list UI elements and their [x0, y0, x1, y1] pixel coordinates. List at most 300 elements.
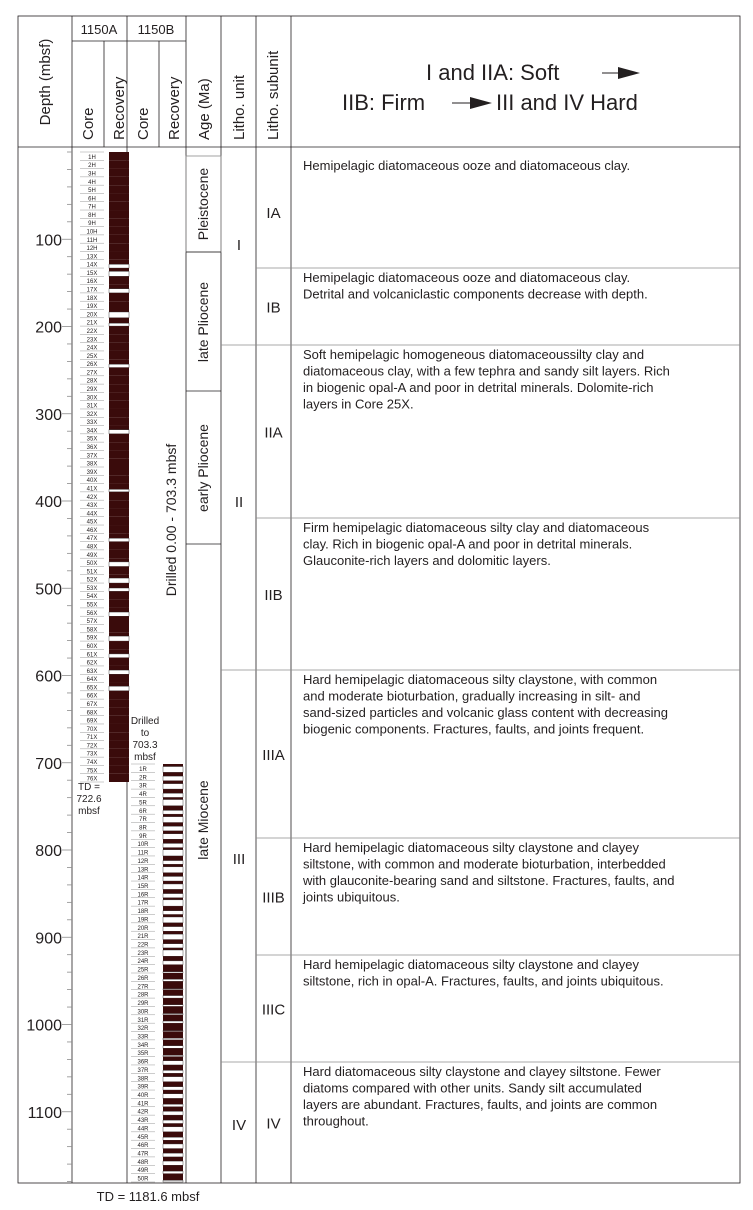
hole-b-core-label: 3R — [139, 783, 147, 790]
hole-b-recovery-gap — [163, 1180, 183, 1182]
hole-a-core-label: 39X — [86, 469, 98, 476]
hole-a-core-label: 71X — [86, 735, 98, 742]
hole-a-recovery-bar — [109, 608, 129, 612]
hardness-legend — [342, 60, 640, 115]
hole-b-drilled-vertical: Drilled 0.00 - 703.3 mbsf — [163, 443, 179, 597]
subunit-iib-description-line: clay. Rich in biogenic opal-A and poor in detrital minerals. — [303, 536, 633, 552]
hole-a-core-label: 65X — [86, 685, 98, 692]
hole-b-core-label: 23R — [137, 950, 149, 957]
hole-a-recovery-bar — [109, 575, 129, 578]
hole-b-drilled-line-4: mbsf — [134, 752, 156, 763]
hole-b-recovery-bar — [163, 831, 183, 834]
hole-b-recovery-gap — [163, 950, 183, 956]
hole-b-core-label: 43R — [137, 1118, 149, 1125]
subunit-ia-description-line: Hemipelagic diatomaceous ooze and diatomaceous clay. — [303, 158, 631, 173]
depth-tick-label: 300 — [35, 406, 62, 424]
hole-b-recovery-gap — [163, 1161, 183, 1165]
hole-1150a-recovery-column — [109, 152, 129, 782]
hole-a-recovery-bar — [109, 318, 129, 323]
depth-axis-title: Depth (mbsf) — [37, 38, 54, 126]
hole-b-recovery-bar — [163, 764, 183, 767]
hole-b-core-label: 13R — [137, 867, 149, 874]
hole-a-recovery-bar — [109, 368, 129, 376]
hole-b-recovery-gap — [163, 1094, 183, 1099]
hole-a-core-label: 3H — [88, 171, 96, 178]
hole-b-core-label: 39R — [137, 1084, 149, 1091]
hole-a-recovery-bar — [109, 691, 129, 699]
age-early-pliocene: early Pliocene — [195, 424, 211, 512]
hole-a-core-label: 2H — [88, 163, 96, 170]
hole-b-recovery-bar — [163, 906, 183, 911]
total-depth-footer: TD = 1181.6 mbsf — [96, 1189, 200, 1204]
hole-b-core-label: 22R — [137, 942, 149, 949]
hole-a-core-label: 46X — [86, 527, 98, 534]
hole-b-core-label: 35R — [137, 1051, 149, 1058]
hole-a-recovery-bar — [109, 426, 129, 430]
hole-a-core-label: 63X — [86, 668, 98, 675]
hole-a-recovery-bar — [109, 550, 129, 558]
hole-a-recovery-bar — [109, 392, 129, 400]
hole-a-core-label: 21X — [86, 320, 98, 327]
hole-b-core-label: 4R — [139, 792, 147, 799]
hole-b-core-label: 34R — [137, 1042, 149, 1049]
hole-b-recovery-bar — [163, 1015, 183, 1021]
litho-subunit-header: Litho. subunit — [265, 50, 282, 140]
hole-b-core-label: 21R — [137, 934, 149, 941]
hole-a-core-label: 13X — [86, 254, 98, 261]
hole-a-core-label: 72X — [86, 743, 98, 750]
hole-a-recovery-bar — [109, 442, 129, 450]
subunit-iib: IIB — [264, 587, 283, 604]
hole-a-recovery-bar — [109, 310, 129, 312]
hole-b-core-label: 10R — [137, 842, 149, 849]
hole-b-recovery-bar — [163, 1082, 183, 1087]
hole-b-recovery-bar — [163, 1149, 183, 1154]
hole-a-recovery-bar — [109, 741, 129, 749]
hole-b-recovery-bar — [163, 1123, 183, 1126]
hole-a-core-label: 15X — [86, 270, 98, 277]
hole-b-recovery-bar — [163, 973, 183, 979]
hole-a-recovery-gap — [109, 323, 129, 326]
hole-b-recovery-gap — [163, 1038, 183, 1040]
hole-a-recovery-bar — [109, 301, 129, 309]
hole-a-recovery-bar — [109, 558, 129, 562]
hole-a-recovery-bar — [109, 649, 129, 654]
hole-b-recovery-gap — [163, 972, 183, 973]
subunit-iia-description-line: in biogenic opal-A and poor in detrital minerals. Dolomite-rich — [303, 380, 654, 395]
hole-a-recovery-gap — [109, 588, 129, 591]
hole-b-recovery-bar — [163, 1132, 183, 1137]
hole-b-core-label: 8R — [139, 825, 147, 832]
depth-scale — [26, 152, 72, 1182]
subunit-iia-description-line: Soft hemipelagic homogeneous diatomaceoussilty clay and — [303, 347, 645, 362]
hole-a-recovery-bar — [109, 450, 129, 458]
hole-a-core-label: 45X — [86, 519, 98, 526]
hole-a-core-label: 52X — [86, 577, 98, 584]
hole-a-recovery-bar — [109, 235, 129, 243]
hole-a-recovery-bar — [109, 724, 129, 732]
hole-a-recovery-gap — [109, 686, 129, 691]
hole-a-recovery-gap — [109, 289, 129, 293]
hardness-line-2b: III and IV Hard — [496, 90, 638, 115]
hole-a-core-label: 28X — [86, 378, 98, 385]
hole-a-core-label: 17X — [86, 287, 98, 294]
hole-a-recovery-bar — [109, 542, 129, 550]
subunit-iiib-description-line: siltstone, with common and moderate bioturbation, interbedded — [303, 856, 666, 872]
subunit-descriptions — [262, 158, 675, 1133]
subunit-iv: IV — [266, 1115, 281, 1133]
subunit-iv-description-line: layers are abundant. Fractures, faults, and joints are common — [303, 1097, 658, 1112]
hole-b-recovery-bar — [163, 1115, 183, 1120]
hole-a-recovery-bar — [109, 459, 129, 467]
hole-b-recovery-gap — [163, 1055, 183, 1056]
hole-a-recovery-bar — [109, 384, 129, 392]
hole-a-recovery-bar — [109, 293, 129, 301]
hole-b-recovery-bar — [163, 789, 183, 793]
hole-a-recovery-bar — [109, 218, 129, 226]
hole-a-core-label: 14X — [86, 262, 98, 269]
hole-a-recovery-gap — [109, 670, 129, 674]
hole-1150b-label: 1150B — [137, 22, 175, 37]
hole-b-recovery-gap — [163, 996, 183, 999]
hole-b-recovery-gap — [163, 1104, 183, 1107]
subunit-iiia-description-line: Hard hemipelagic diatomaceous silty claystone, with common — [303, 672, 658, 687]
hole-a-core-label: 1H — [88, 154, 96, 161]
hole-a-recovery-gap — [109, 364, 129, 367]
hole-b-drilled-line-3: 703.3 — [132, 740, 158, 751]
hole-a-core-label: 38X — [86, 461, 98, 468]
hole-b-recovery-gap — [163, 1031, 183, 1032]
hole-b-recovery-gap — [163, 944, 183, 948]
hole-a-recovery-bar — [109, 707, 129, 715]
hole-a-recovery-bar — [109, 185, 129, 193]
depth-tick-label: 1100 — [27, 1104, 62, 1122]
hole-a-core-label: 4H — [88, 179, 96, 186]
hole-a-recovery-bar — [109, 276, 129, 284]
hole-b-core-label: 42R — [137, 1109, 149, 1116]
hole-b-core-label: 6R — [139, 808, 147, 815]
hole-b-core-label: 31R — [137, 1017, 149, 1024]
hole-b-core-label: 50R — [137, 1176, 149, 1183]
hole-b-core-label: 14R — [137, 875, 149, 882]
hardness-line-1: I and IIA: Soft — [426, 60, 560, 85]
hole-a-recovery-bar — [109, 351, 129, 359]
subunit-ib-description-line: Hemipelagic diatomaceous ooze and diatomaceous clay. — [303, 270, 631, 285]
arrow-right-icon — [618, 67, 640, 79]
hole-a-recovery-bar — [109, 202, 129, 210]
hole-b-recovery-gap — [163, 843, 183, 847]
hole-a-recovery-bar — [109, 525, 129, 533]
hole-b-recovery-gap — [163, 1061, 183, 1065]
hole-a-core-label: 34X — [86, 428, 98, 435]
subunit-iib-description-line: Firm hemipelagic diatomaceous silty clay and diatomaceous — [303, 520, 650, 535]
subunit-iia-description-line: diatomaceous clay, with a few tephra and sandy silt layers. Rich — [303, 363, 670, 379]
hole-a-recovery-bar — [109, 484, 129, 490]
hole-b-core-label: 49R — [137, 1168, 149, 1175]
hole-b-recovery-gap — [163, 776, 183, 781]
hole-a-core-label: 43X — [86, 503, 98, 510]
hole-a-core-label: 27X — [86, 370, 98, 377]
hole-a-core-label: 24X — [86, 345, 98, 352]
subunit-iiib: IIIB — [262, 889, 285, 907]
hole-b-recovery-bar — [163, 1040, 183, 1046]
hole-a-recovery-gap — [109, 264, 129, 268]
hole-a-core-label: 11H — [86, 237, 98, 244]
subunit-iv-description-line: throughout. — [303, 1113, 369, 1129]
hole-b-recovery-bar — [163, 1157, 183, 1161]
subunit-iiib-description-line: Hard hemipelagic diatomaceous silty claystone and clayey — [303, 840, 640, 855]
hole-b-recovery-bar — [163, 1032, 183, 1039]
hole-a-core-label: 5H — [88, 188, 96, 195]
hole-a-recovery-bar — [109, 492, 129, 500]
hole-a-core-label: 7H — [88, 204, 96, 211]
depth-tick-label: 700 — [35, 755, 62, 773]
hole-b-recovery-gap — [163, 1087, 183, 1090]
hole-a-recovery-bar — [109, 517, 129, 525]
hole-b-recovery-gap — [163, 834, 183, 839]
hole-a-recovery-gap — [109, 562, 129, 567]
subunit-iia-description-line: layers in Core 25X. — [303, 396, 414, 412]
hole-a-recovery-bar — [109, 683, 129, 687]
hole-a-recovery-bar — [109, 359, 129, 364]
hole-b-drilled-line-1: Drilled — [130, 716, 160, 727]
hole-b-core-label: 19R — [137, 917, 149, 924]
hole-b-drilled-line-2: to — [140, 728, 150, 739]
hole-a-recovery-bar — [109, 227, 129, 235]
hole-b-recovery-gap — [163, 1120, 183, 1123]
hole-a-recovery-bar — [109, 417, 129, 425]
hole-a-core-label: 69X — [86, 718, 98, 725]
subunit-iiic: IIIC — [261, 1001, 286, 1019]
hardness-line-2a: IIB: Firm — [342, 90, 426, 115]
hole-b-recovery-bar — [163, 990, 183, 996]
hole-a-recovery-gap — [109, 578, 129, 583]
hole-a-td-line-3: mbsf — [78, 806, 100, 817]
hole-b-recovery-bar — [163, 981, 183, 989]
hole-a-recovery-bar — [109, 566, 129, 574]
hole-a-recovery-gap — [109, 271, 129, 276]
subunit-iiib-description-line: joints ubiquitous. — [303, 889, 400, 905]
hole-b-core-label: 15R — [137, 884, 149, 890]
hole-a-recovery-gap — [109, 489, 129, 491]
hole-b-core-label: 28R — [137, 992, 149, 999]
hole-a-td-line-1: TD = — [78, 782, 100, 793]
hole-b-recovery-bar — [163, 956, 183, 961]
hole-b-recovery-bar — [163, 814, 183, 817]
hole-a-recovery-gap — [109, 612, 129, 616]
hole-a-core-label: 56X — [86, 610, 98, 617]
hole-b-recovery-bar — [163, 1073, 183, 1076]
hole-b-recovery-gap — [163, 1127, 183, 1132]
hole-b-core-label: 16R — [137, 892, 149, 899]
hole-b-core-label: 2R — [139, 775, 147, 782]
hole-b-recovery-gap — [163, 1046, 183, 1049]
hole-b-recovery-bar — [163, 1006, 183, 1013]
hole-b-core-label: 24R — [137, 959, 149, 966]
hole-b-recovery-bar — [163, 823, 183, 827]
hole-b-core-label: 11R — [137, 850, 149, 857]
hole-a-recovery-bar — [109, 749, 129, 757]
hole-a-core-label: 30X — [86, 395, 98, 402]
hole-a-core-label: 58X — [86, 627, 98, 634]
hole-b-recovery-bar — [163, 797, 183, 799]
hole-b-recovery-bar — [163, 1165, 183, 1171]
hole-b-core-label: 33R — [137, 1034, 149, 1041]
arrow-right-icon — [470, 97, 492, 109]
hole-a-recovery-bar — [109, 500, 129, 508]
hole-b-core-label: 48R — [137, 1159, 149, 1166]
hole-a-recovery-gap — [109, 636, 129, 641]
subunit-iiic-description-line: Hard hemipelagic diatomaceous silty claystone and clayey — [303, 957, 640, 972]
hole-a-core-label: 36X — [86, 445, 98, 452]
hole-a-core-header: Core — [80, 107, 97, 140]
hole-a-recovery-bar — [109, 268, 129, 271]
hole-b-recovery-gap — [163, 793, 183, 797]
hole-b-recovery-gap — [163, 810, 183, 814]
hole-b-recovery-gap — [163, 927, 183, 932]
hole-b-recovery-header: Recovery — [166, 76, 183, 140]
hole-a-recovery-bar — [109, 732, 129, 740]
hole-a-recovery-gap — [109, 430, 129, 434]
hole-b-core-label: 5R — [139, 800, 147, 807]
hole-a-recovery-bar — [109, 160, 129, 168]
hole-a-recovery-bar — [109, 434, 129, 442]
hole-b-core-label: 18R — [137, 909, 149, 916]
hole-b-recovery-gap — [163, 876, 183, 881]
hole-1150a-label: 1150A — [80, 22, 118, 37]
depth-tick-label: 600 — [35, 668, 62, 686]
hole-a-core-label: 41X — [86, 486, 98, 493]
depth-tick-label: 200 — [35, 319, 62, 337]
hole-a-recovery-bar — [109, 641, 129, 649]
hole-b-core-label: 30R — [137, 1009, 149, 1016]
hole-b-recovery-bar — [163, 1090, 183, 1094]
hole-b-recovery-gap — [163, 1144, 183, 1149]
hole-b-core-label: 25R — [137, 967, 149, 974]
hole-a-recovery-bar — [109, 177, 129, 185]
hole-a-core-label: 18X — [86, 295, 98, 302]
hole-b-core-label: 1R — [139, 766, 147, 773]
hole-b-recovery-bar — [163, 931, 183, 934]
hole-b-core-header: Core — [135, 107, 152, 140]
hole-a-recovery-gap — [109, 312, 129, 318]
subunit-iiia-description-line: sand-sized particles and volcanic glass content with decreasing — [303, 705, 668, 720]
subunit-iia: IIA — [264, 424, 283, 442]
hole-a-recovery-bar — [109, 666, 129, 670]
hole-b-recovery-bar — [163, 1057, 183, 1061]
hole-a-core-label: 74X — [86, 760, 98, 767]
hole-a-recovery-bar — [109, 251, 129, 259]
subunit-iiic-description-line: siltstone, rich in opal-A. Fractures, faults, and joints ubiquitous. — [303, 973, 664, 989]
hole-a-core-label: 29X — [86, 386, 98, 393]
hole-b-recovery-gap — [163, 1171, 183, 1174]
hole-a-core-label: 62X — [86, 660, 98, 667]
hole-b-recovery-gap — [163, 1137, 183, 1140]
age-column — [186, 156, 221, 860]
hole-a-recovery-header: Recovery — [111, 76, 128, 140]
depth-tick-label: 500 — [35, 581, 62, 599]
hole-a-core-label: 8H — [88, 212, 96, 219]
hole-a-recovery-bar — [109, 243, 129, 251]
subunit-ia: IA — [266, 205, 281, 222]
hole-b-core-label: 32R — [137, 1026, 149, 1033]
litho-unit-header: Litho. unit — [231, 74, 248, 140]
hole-b-recovery-gap — [163, 900, 183, 906]
hole-a-core-label: 54X — [86, 594, 98, 601]
hole-b-recovery-gap — [163, 850, 183, 856]
hole-a-core-label: 44X — [86, 511, 98, 518]
depth-tick-label: 1000 — [26, 1017, 62, 1035]
hole-1150b-core-column — [131, 764, 155, 1183]
hole-a-core-label: 70X — [86, 726, 98, 733]
hole-b-core-label: 45R — [137, 1134, 149, 1141]
age-late-miocene: late Miocene — [195, 780, 211, 860]
hole-b-core-label: 38R — [137, 1076, 149, 1083]
hole-a-core-label: 66X — [86, 693, 98, 700]
hole-a-core-label: 35X — [86, 436, 98, 443]
depth-tick-label: 800 — [35, 843, 62, 860]
hole-a-core-label: 59X — [86, 635, 98, 642]
depth-tick-label: 400 — [35, 494, 62, 511]
hole-b-recovery-bar — [163, 772, 183, 776]
hole-a-td-line-2: 722.6 — [76, 794, 102, 805]
hole-b-recovery-bar — [163, 864, 183, 867]
hole-a-recovery-bar — [109, 376, 129, 384]
hole-b-recovery-gap — [163, 1077, 183, 1082]
age-late-pliocene: late Pliocene — [195, 281, 211, 363]
hole-b-recovery-bar — [163, 1098, 183, 1104]
hole-a-core-label: 76X — [86, 776, 98, 783]
hole-a-recovery-bar — [109, 716, 129, 724]
hole-a-core-label: 60X — [86, 643, 98, 650]
hole-a-core-label: 49X — [86, 552, 98, 559]
unit-i: I — [236, 237, 242, 254]
hole-a-recovery-bar — [109, 674, 129, 682]
hole-b-recovery-bar — [163, 1174, 183, 1181]
hole-a-recovery-bar — [109, 326, 129, 334]
hole-a-recovery-bar — [109, 334, 129, 342]
unit-iii: III — [232, 851, 246, 868]
hole-a-recovery-bar — [109, 625, 129, 633]
hole-a-core-label: 55X — [86, 602, 98, 609]
hole-a-recovery-bar — [109, 401, 129, 409]
hole-a-recovery-bar — [109, 210, 129, 218]
hole-b-recovery-bar — [163, 965, 183, 972]
hole-b-recovery-bar — [163, 914, 183, 917]
subunit-iiia: IIIA — [262, 747, 285, 764]
hole-a-core-label: 25X — [86, 353, 98, 360]
hole-a-recovery-bar — [109, 260, 129, 265]
subunit-iv-description-line: diatoms compared with other units. Sandy silt accumulated — [303, 1080, 642, 1096]
hole-b-recovery-gap — [163, 861, 183, 865]
hole-a-core-label: 20X — [86, 312, 98, 319]
hole-b-recovery-gap — [163, 1153, 183, 1157]
hole-b-recovery-gap — [163, 979, 183, 981]
age-header: Age (Ma) — [196, 78, 213, 140]
hole-a-core-label: 67X — [86, 701, 98, 708]
hole-b-core-label: 17R — [137, 900, 149, 907]
hole-a-core-label: 6H — [88, 196, 96, 203]
hole-b-recovery-gap — [163, 800, 183, 806]
hole-a-core-label: 68X — [86, 710, 98, 717]
hole-b-recovery-bar — [163, 998, 183, 1005]
hole-b-core-label: 46R — [137, 1143, 149, 1150]
subunit-iiia-description-line: and moderate bioturbation, gradually increasing in silt- and — [303, 688, 641, 704]
hole-a-core-label: 73X — [86, 751, 98, 758]
hole-b-recovery-bar — [163, 1140, 183, 1144]
hole-b-recovery-gap — [163, 1014, 183, 1015]
hole-b-core-label: 29R — [137, 1001, 149, 1008]
